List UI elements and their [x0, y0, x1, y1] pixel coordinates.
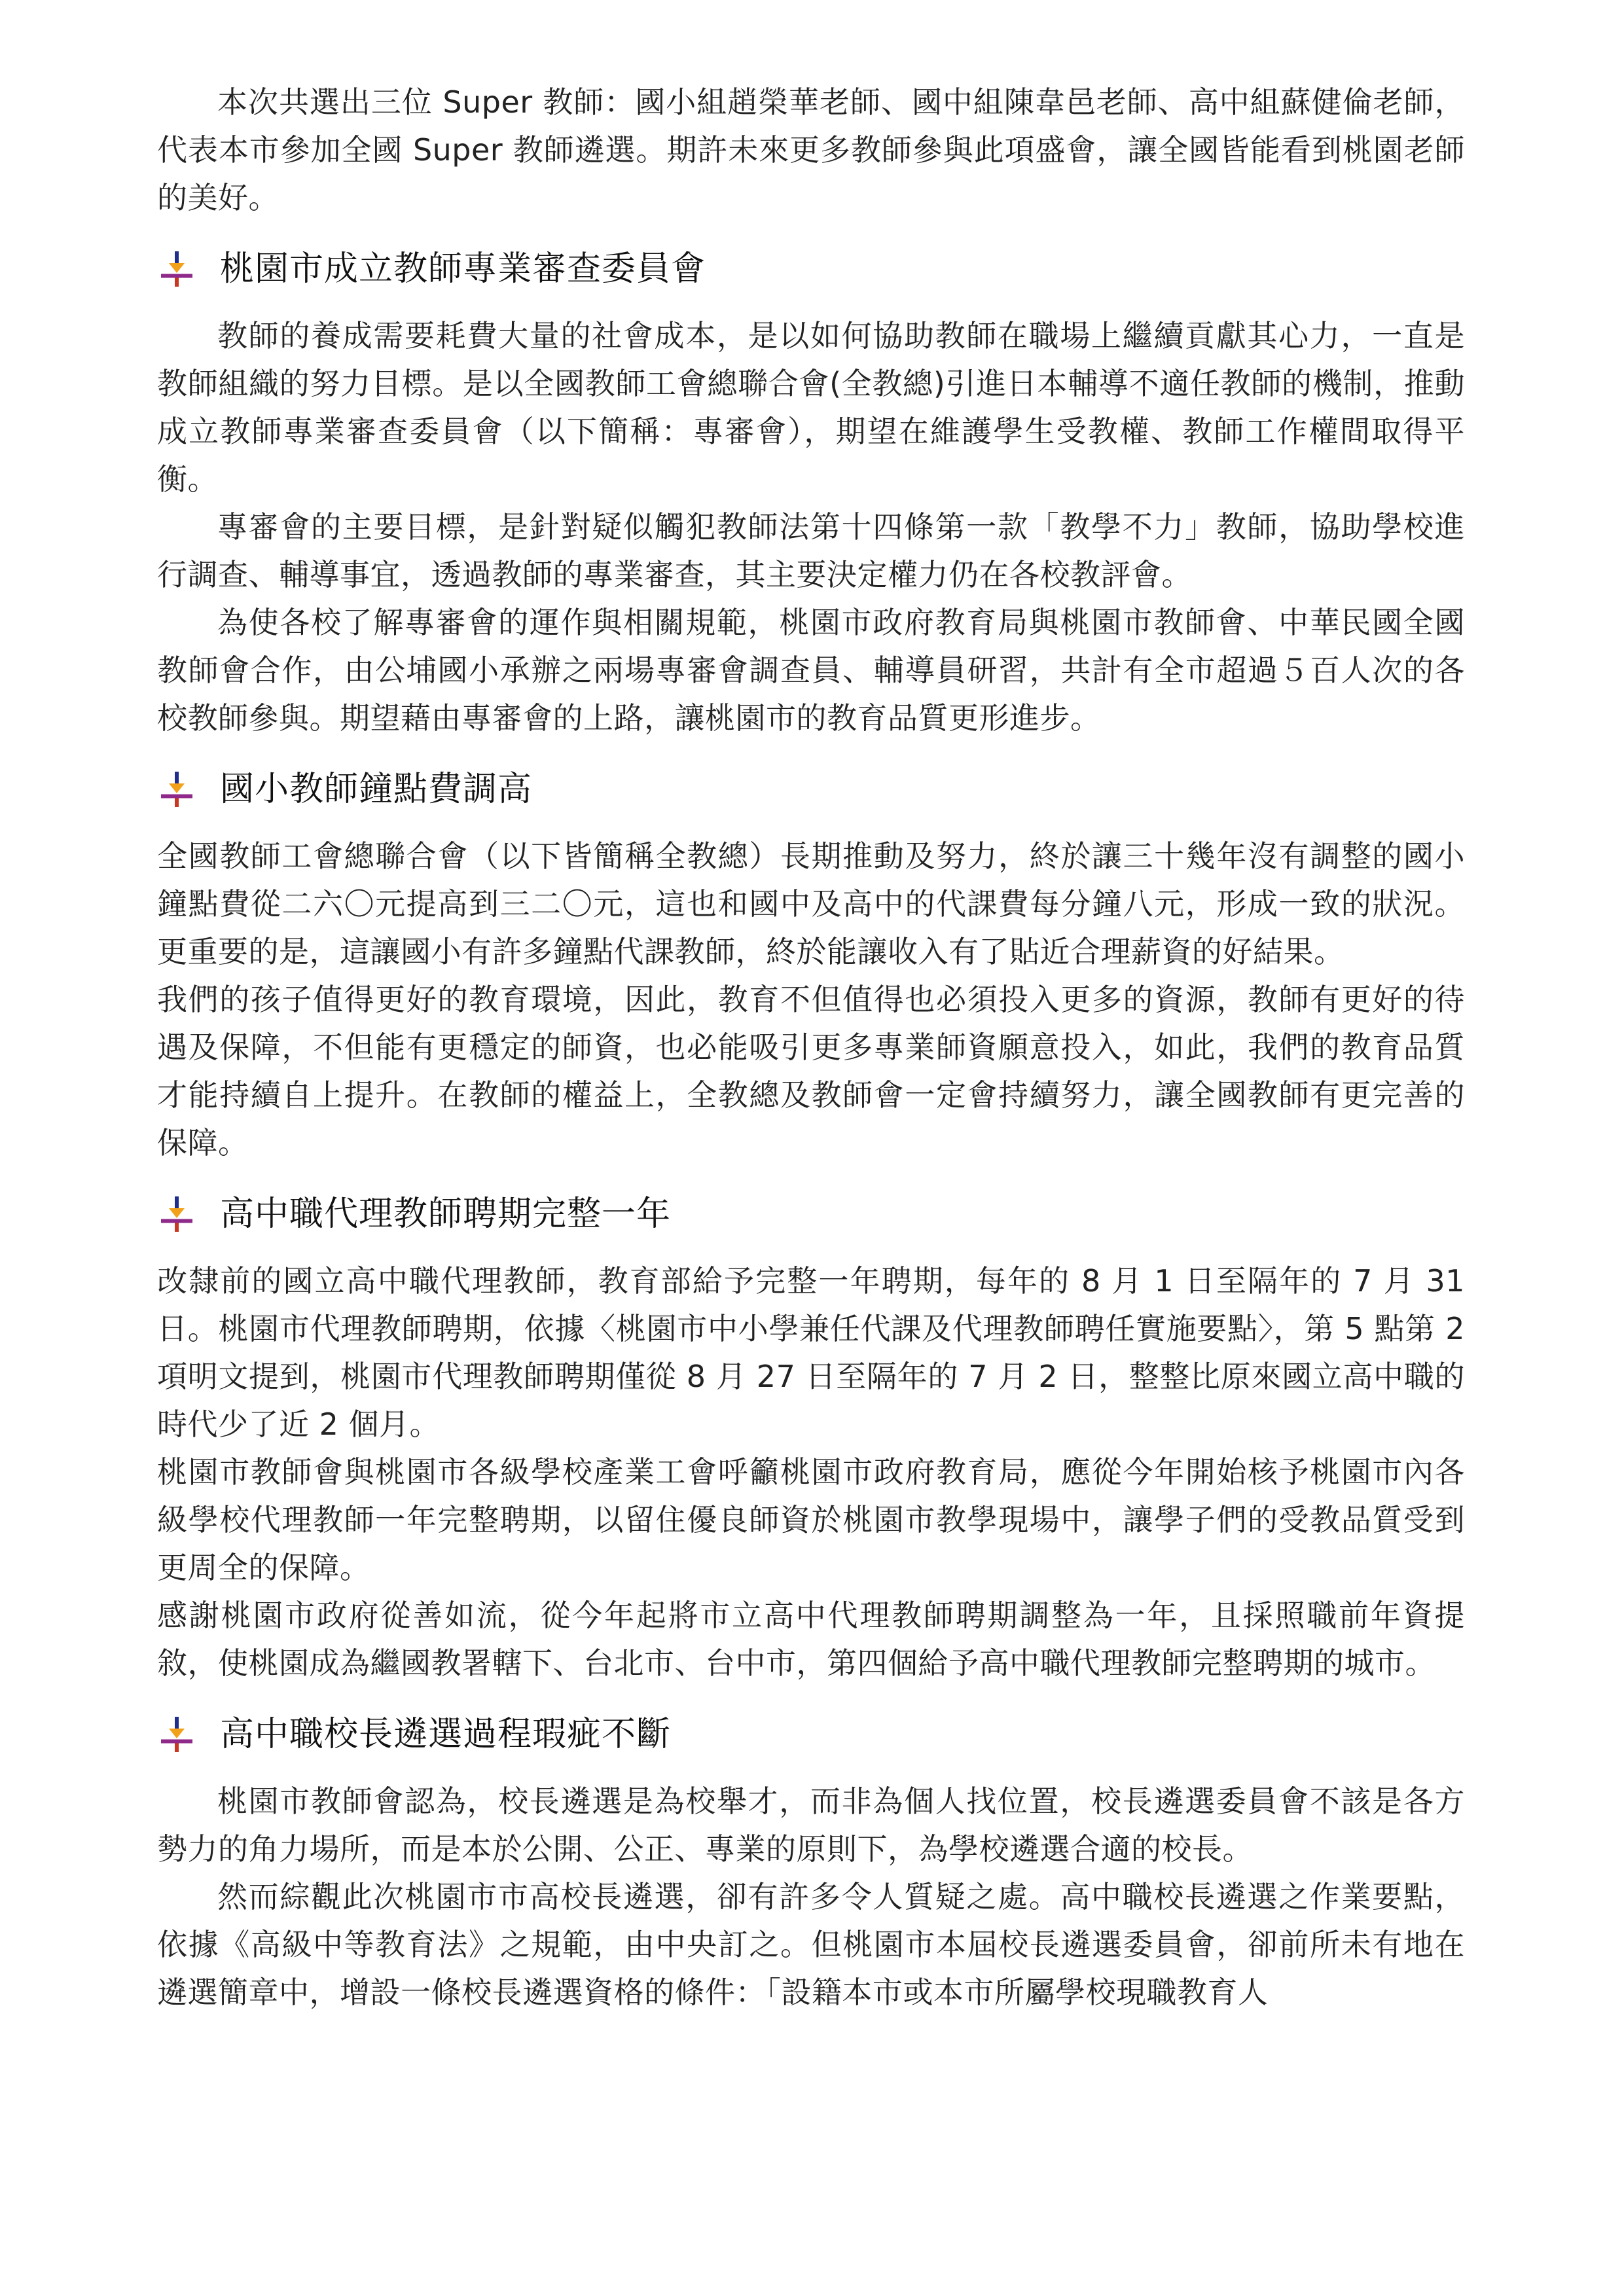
arrow-bullet-icon: [157, 249, 196, 289]
section-heading: [157, 1702, 1465, 1767]
section-heading: [157, 757, 1465, 822]
body-paragraph: 教師的養成需要耗費大量的社會成本，是以如何協助教師在職場上繼續貢獻其心力，一直是教師組織的努力目標。是以全國教師工會總聯合會(全教總)引進日本輔導不適任教師的機制，推動成立教師專業審查委員會（以下簡稱：專審會），期望在維護學生受教權、教師工作權間取得平衡。: [157, 318, 1465, 497]
section-heading: [157, 1181, 1465, 1247]
body-paragraph: 桃園市教師會與桃園市各級學校產業工會呼籲桃園市政府教育局，應從今年開始核予桃園市內各級學校代理教師一年完整聘期，以留住優良師資於桃園市教學現場中，讓學子們的受教品質受到更周全的保障。: [157, 1454, 1465, 1585]
section-heading-text: 高中職代理教師聘期完整一年: [220, 1194, 672, 1234]
section-heading-text: 桃園市成立教師專業審查委員會: [220, 249, 706, 289]
body-paragraph: 改隸前的國立高中職代理教師，教育部給予完整一年聘期，每年的 8 月 1 日至隔年的 7 月 31 日。桃園市代理教師聘期，依據〈桃園市中小學兼任代課及代理教師聘任實施要點〉，第 5 點第 2 項明文提到，桃園市代理教師聘期僅從 8 月 27 日至隔年的 7 月 2 日，整整比原來國立高中職的時代少了近 2 個月。: [157, 1263, 1466, 1442]
body-paragraph: 然而綜觀此次桃園市市高校長遴選，卻有許多令人質疑之處。高中職校長遴選之作業要點，依據《高級中等教育法》之規範，由中央訂之。但桃園市本屆校長遴選委員會，卻前所未有地在遴選簡章中，增設一條校長遴選資格的條件：「設籍本市或本市所屬學校現職教育人: [157, 1879, 1465, 2010]
body-paragraph: 桃園市教師會認為，校長遴選是為校舉才，而非為個人找位置，校長遴選委員會不該是各方勢力的角力場所，而是本於公開、公正、專業的原則下，為學校遴選合適的校長。: [157, 1784, 1465, 1867]
body-paragraph: 感謝桃園市政府從善如流，從今年起將市立高中代理教師聘期調整為一年，且採照職前年資提敘，使桃園成為繼國教署轄下、台北市、台中市，第四個給予高中職代理教師完整聘期的城市。: [157, 1598, 1465, 1681]
section-heading-text: 國小教師鐘點費調高: [220, 769, 533, 809]
body-paragraph: 本次共選出三位 Super 教師：國小組趙榮華老師、國中組陳韋邑老師、高中組蘇健倫老師，代表本市參加全國 Super 教師遴選。期許未來更多教師參與此項盛會，讓全國皆能看到桃園老師的美好。: [157, 84, 1465, 215]
section-heading: [157, 236, 1465, 302]
body-paragraph: 全國教師工會總聯合會（以下皆簡稱全教總）長期推動及努力，終於讓三十幾年沒有調整的國小鐘點費從二六〇元提高到三二〇元，這也和國中及高中的代課費每分鐘八元，形成一致的狀況。更重要的是，這讓國小有許多鐘點代課教師，終於能讓收入有了貼近合理薪資的好結果。: [157, 838, 1465, 969]
document-body: [157, 79, 1465, 2017]
arrow-bullet-icon: [157, 1715, 196, 1754]
body-paragraph: 我們的孩子值得更好的教育環境，因此，教育不但值得也必須投入更多的資源，教師有更好的待遇及保障，不但能有更穩定的師資，也必能吸引更多專業師資願意投入，如此，我們的教育品質才能持續自上提升。在教師的權益上，全教總及教師會一定會持續努力，讓全國教師有更完善的保障。: [157, 982, 1465, 1160]
body-paragraph: 為使各校了解專審會的運作與相關規範，桃園市政府教育局與桃園市教師會、中華民國全國教師會合作，由公埔國小承辦之兩場專審會調查員、輔導員研習，共計有全市超過５百人次的各校教師參與。期望藉由專審會的上路，讓桃園市的教育品質更形進步。: [157, 605, 1465, 736]
body-paragraph: 專審會的主要目標，是針對疑似觸犯教師法第十四條第一款「教學不力」教師，協助學校進行調查、輔導事宜，透過教師的專業審查，其主要決定權力仍在各校教評會。: [157, 509, 1465, 592]
arrow-bullet-icon: [157, 1194, 196, 1234]
section-heading-text: 高中職校長遴選過程瑕疵不斷: [220, 1714, 672, 1754]
arrow-bullet-icon: [157, 770, 196, 809]
